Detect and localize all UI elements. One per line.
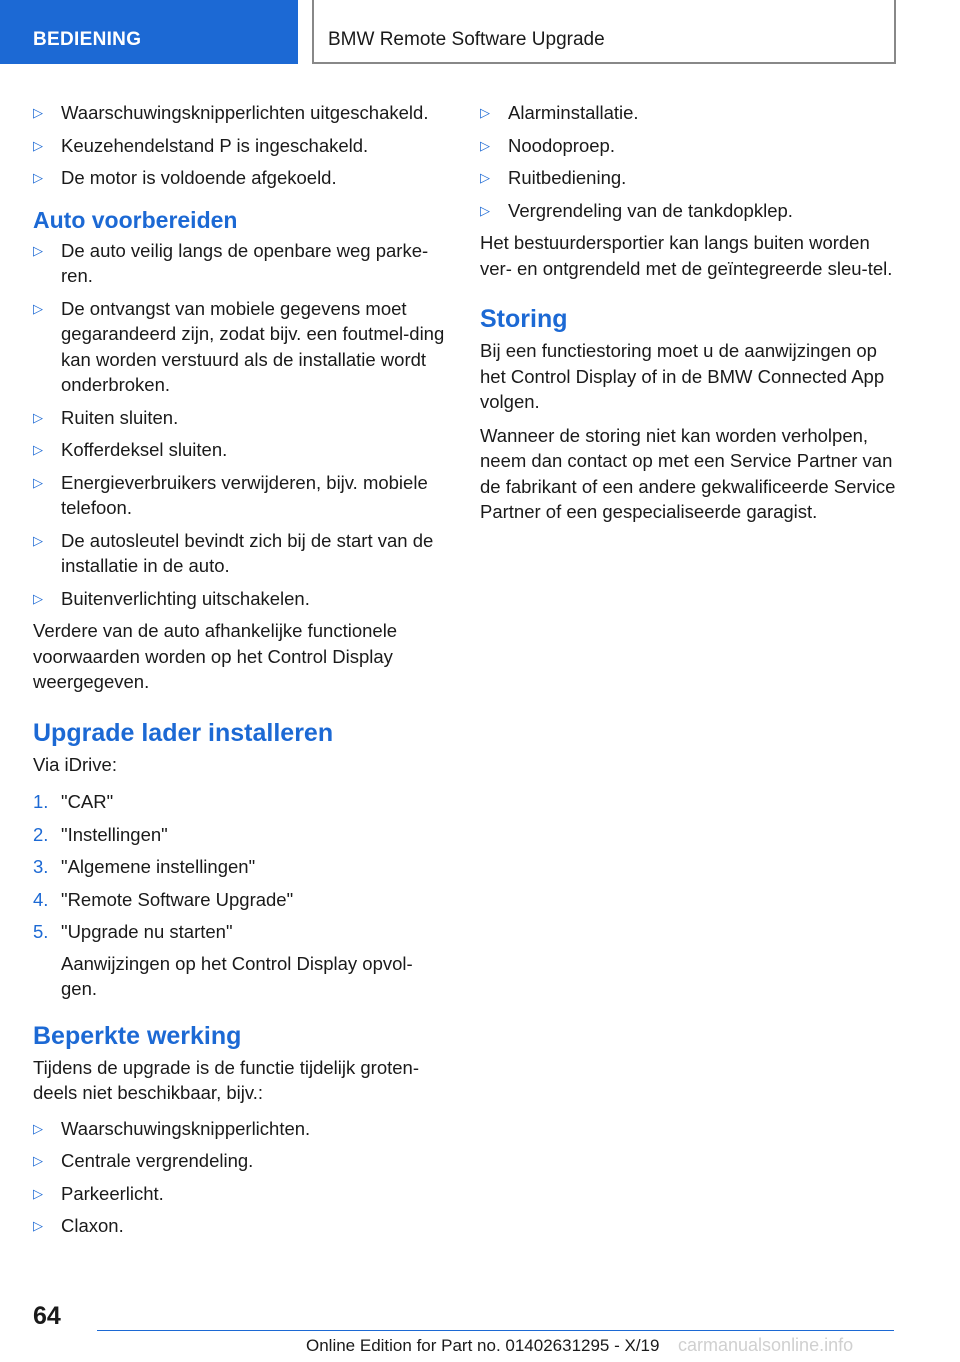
limited-heading: Beperkte werking bbox=[33, 1021, 242, 1050]
list-item: ▷ Waarschuwingsknipperlichten. bbox=[33, 1116, 445, 1142]
list-item: ▷ Alarminstallatie. bbox=[480, 100, 898, 126]
step-item: 3. "Algemene instellingen" bbox=[33, 854, 445, 880]
footer-divider bbox=[97, 1330, 894, 1331]
step-number: 1. bbox=[33, 791, 49, 812]
list-item: ▷ Energieverbruikers verwijderen, bijv. mobiele telefoon. bbox=[33, 471, 428, 518]
step-number: 3. bbox=[33, 856, 49, 877]
footer-watermark: carmanualsonline.info bbox=[678, 1335, 854, 1355]
triangle-bullet-icon: ▷ bbox=[33, 137, 43, 153]
step-note: Aanwijzingen op het Control Display opvol-gen. bbox=[61, 952, 413, 999]
malfunction-paragraph-1: Bij een functiestoring moet u de aanwijzingen op het Control Display of in de BMW Connected App volgen. bbox=[480, 340, 885, 412]
list-item: ▷ De motor is voldoende afgekoeld. bbox=[33, 165, 445, 191]
triangle-bullet-icon: ▷ bbox=[33, 442, 43, 457]
right-column bbox=[480, 100, 898, 533]
limited-bullet-list bbox=[33, 1116, 445, 1239]
triangle-bullet-icon: ▷ bbox=[33, 474, 43, 490]
triangle-bullet-icon: ▷ bbox=[33, 300, 43, 316]
triangle-bullet-icon: ▷ bbox=[480, 202, 490, 218]
list-item: ▷ Noodoproep. bbox=[480, 133, 898, 159]
triangle-bullet-icon: ▷ bbox=[33, 1185, 43, 1201]
triangle-bullet-icon: ▷ bbox=[33, 532, 43, 548]
list-item: ▷ Centrale vergrendeling. bbox=[33, 1148, 445, 1174]
step-number: 5. bbox=[33, 921, 49, 942]
triangle-bullet-icon: ▷ bbox=[33, 1153, 43, 1168]
list-item: ▷ Ruiten sluiten. bbox=[33, 405, 445, 431]
triangle-bullet-icon: ▷ bbox=[33, 1218, 43, 1233]
list-item: ▷ Ruitbediening. bbox=[480, 165, 898, 191]
list-item: ▷ Waarschuwingsknipperlichten uitgeschakeld. bbox=[33, 100, 445, 126]
page-number: 64 bbox=[33, 1302, 61, 1330]
list-item: ▷ Vergrendeling van de tankdopklep. bbox=[480, 198, 898, 224]
intro-bullet-list bbox=[33, 100, 445, 191]
footer-edition-text: Online Edition for Part no. 01402631295 - X/19 bbox=[306, 1336, 660, 1355]
malfunction-heading: Storing bbox=[480, 305, 568, 333]
step-item: 4. "Remote Software Upgrade" bbox=[33, 887, 445, 913]
step-item: 1. "CAR" bbox=[33, 789, 445, 815]
list-item: ▷ De auto veilig langs de openbare weg parke-ren. bbox=[33, 239, 429, 286]
triangle-bullet-icon: ▷ bbox=[33, 590, 43, 606]
install-heading: Upgrade lader installeren bbox=[33, 718, 334, 747]
triangle-bullet-icon: ▷ bbox=[33, 170, 43, 185]
prepare-heading: Auto voorbereiden bbox=[33, 206, 238, 233]
malfunction-paragraph-2: Wanneer de storing niet kan worden verholpen, neem dan contact op met een Service Partner van de fabrikant of een andere gekwalificeerde Service Partner of een gespecialiseerde garagist. bbox=[480, 424, 896, 522]
list-item: ▷ Kofferdeksel sluiten. bbox=[33, 437, 445, 463]
triangle-bullet-icon: ▷ bbox=[33, 105, 43, 120]
list-item: ▷ Buitenverlichting uitschakelen. bbox=[33, 586, 445, 612]
install-intro: Via iDrive: bbox=[33, 753, 117, 775]
right-bullet-list bbox=[480, 100, 898, 223]
triangle-bullet-icon: ▷ bbox=[480, 137, 490, 153]
list-item: ▷ De autosleutel bevindt zich bij de start van de installatie in de auto. bbox=[33, 529, 434, 576]
step-item: 2. "Instellingen" bbox=[33, 822, 445, 848]
triangle-bullet-icon: ▷ bbox=[33, 1120, 43, 1136]
step-number: 4. bbox=[33, 888, 49, 910]
limited-intro: Tijdens de upgrade is de functie tijdelijk groten-deels niet beschikbaar, bijv.: bbox=[33, 1056, 419, 1103]
header-chapter-title: BMW Remote Software Upgrade bbox=[312, 0, 896, 64]
triangle-bullet-icon: ▷ bbox=[480, 105, 490, 120]
install-step-list bbox=[33, 789, 445, 1002]
prepare-bullet-list bbox=[33, 238, 445, 612]
triangle-bullet-icon: ▷ bbox=[33, 242, 43, 258]
left-column bbox=[33, 100, 445, 1246]
step-number: 2. bbox=[33, 823, 49, 845]
triangle-bullet-icon: ▷ bbox=[33, 409, 43, 425]
prepare-note: Verdere van de auto afhankelijke functionele voorwaarden worden op het Control Display weergegeven. bbox=[33, 620, 398, 692]
triangle-bullet-icon: ▷ bbox=[480, 170, 490, 185]
list-item: ▷ Keuzehendelstand P is ingeschakeld. bbox=[33, 133, 445, 159]
list-item: ▷ De ontvangst van mobiele gegevens moet gegarandeerd zijn, zodat bijv. een foutmel-ding kan worden verstuurd als de installatie wordt onderbroken. bbox=[33, 297, 445, 395]
header-section-label: BEDIENING bbox=[0, 0, 298, 64]
door-lock-paragraph: Het bestuurdersportier kan langs buiten worden ver- en ontgrendeld met de geïntegreerde sleu-tel. bbox=[480, 232, 893, 279]
step-item: 5. "Upgrade nu starten" Aanwijzingen op het Control Display opvol-gen. bbox=[33, 919, 445, 1002]
list-item: ▷ Claxon. bbox=[33, 1213, 445, 1239]
list-item: ▷ Parkeerlicht. bbox=[33, 1181, 445, 1207]
